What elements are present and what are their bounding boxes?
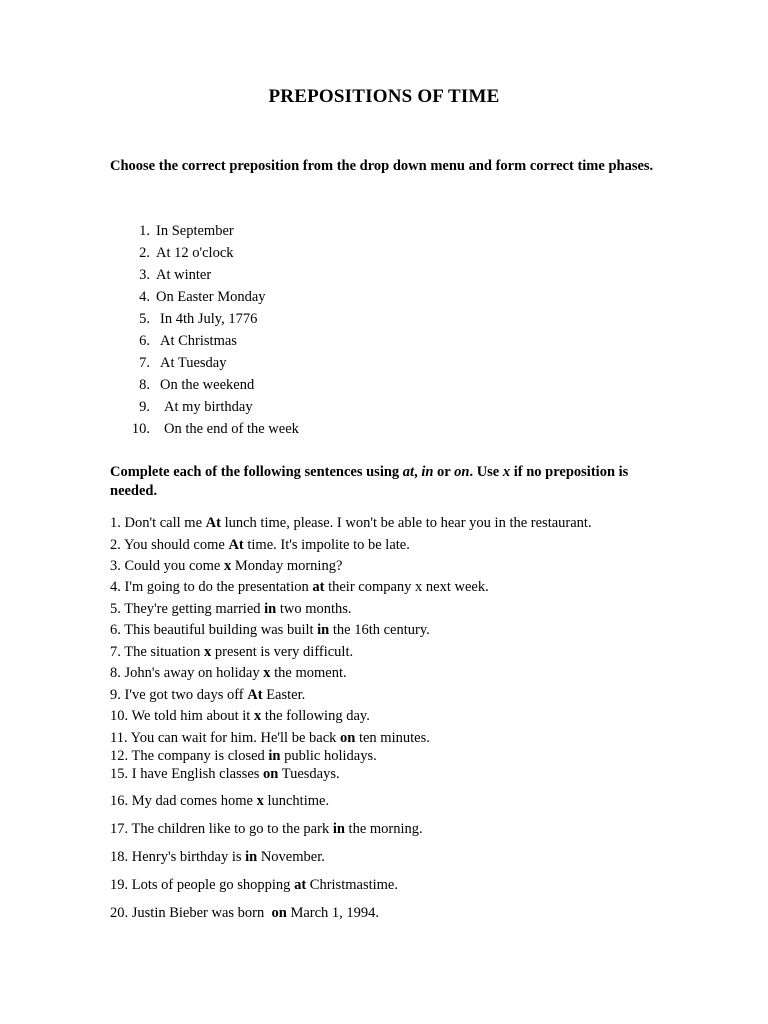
list-item xyxy=(110,286,266,308)
sentence-answer: in xyxy=(317,622,330,638)
page-title: PREPOSITIONS OF TIME xyxy=(268,86,500,107)
sentence xyxy=(110,685,305,705)
sentence-before: 2. You should come xyxy=(110,537,229,553)
list-item-text: At Christmas xyxy=(160,333,237,349)
list-item-text: On Easter Monday xyxy=(156,289,266,305)
sentence-after: ten minutes. xyxy=(355,730,430,746)
sentence-after: lunch time, please. I won't be able to hear you in the restaurant. xyxy=(220,515,592,531)
sentence xyxy=(110,577,489,597)
sentence xyxy=(110,620,430,640)
sentence-after: public holidays. xyxy=(280,748,377,764)
sentence xyxy=(110,706,370,726)
sentence xyxy=(110,764,340,784)
list-item-text: At my birthday xyxy=(164,399,253,415)
list-item xyxy=(110,374,254,396)
list-item-number: 7. xyxy=(139,355,150,371)
sentence-answer: x xyxy=(263,665,271,681)
sentence xyxy=(110,819,423,839)
list-item-text: In September xyxy=(156,223,234,239)
sentence xyxy=(110,847,325,867)
list-item-text: On the weekend xyxy=(160,377,255,393)
sentence xyxy=(110,791,329,811)
list-item-text: On the end of the week xyxy=(164,421,299,437)
sentence xyxy=(110,599,352,619)
list-item-number: 3. xyxy=(139,267,150,283)
list-item-number: 6. xyxy=(139,333,150,349)
sentence-after: the moment. xyxy=(270,665,347,681)
list-item xyxy=(110,396,253,418)
sentence-answer: x xyxy=(253,708,262,724)
instruction-text: if no preposition is needed. xyxy=(110,464,629,499)
sentence xyxy=(110,535,410,555)
sentence-before: 6. This beautiful building was built xyxy=(110,622,318,638)
instruction-term-in: in xyxy=(421,464,434,480)
sentence-before: 12. The company is closed xyxy=(110,748,269,764)
list-item-number: 4. xyxy=(139,289,150,305)
list-item xyxy=(110,264,211,286)
list-item-number: 9. xyxy=(139,399,150,415)
sentence xyxy=(110,875,398,895)
sentence-after: Easter. xyxy=(262,687,306,703)
sentence-answer: in xyxy=(332,821,345,837)
sentence-answer: x xyxy=(223,558,232,574)
sentence-answer: on xyxy=(263,766,279,782)
instruction-term-on: on xyxy=(454,464,470,480)
sentence xyxy=(110,556,342,576)
list-item-number: 8. xyxy=(139,377,150,393)
sentence-after: the morning. xyxy=(344,821,423,837)
list-item xyxy=(110,242,234,264)
sentence-answer: At xyxy=(247,687,263,703)
sentence xyxy=(110,663,347,683)
list-item xyxy=(110,352,226,374)
section2-instruction xyxy=(110,463,670,501)
sentence-answer: in xyxy=(245,849,258,865)
sentence-before: 4. I'm going to do the presentation xyxy=(110,579,313,595)
sentence-before: 7. The situation xyxy=(110,644,204,660)
section1-instruction: Choose the correct preposition from the drop down menu and form correct time phases. xyxy=(110,158,654,174)
sentence xyxy=(110,903,379,923)
sentence-before: 9. I've got two days off xyxy=(110,687,248,703)
sentence-after: Tuesdays. xyxy=(278,766,340,782)
list-item xyxy=(110,308,257,330)
sentence-after: lunchtime. xyxy=(263,793,330,809)
list-item-text: At 12 o'clock xyxy=(156,245,234,261)
instruction-term-x: x xyxy=(502,464,511,480)
sentence-before: 5. They're getting married xyxy=(110,601,265,617)
sentence-after: the 16th century. xyxy=(329,622,430,638)
instruction-text: . Use xyxy=(469,464,503,480)
sentence-after: March 1, 1994. xyxy=(286,905,380,921)
list-item xyxy=(110,220,234,242)
sentence xyxy=(110,746,377,766)
sentence-answer: At xyxy=(205,515,221,531)
sentence-before: 11. You can wait for him. He'll be back xyxy=(110,730,341,746)
sentence-answer: in xyxy=(268,748,281,764)
list-item xyxy=(110,330,237,352)
sentence-before: 3. Could you come xyxy=(110,558,224,574)
list-item-number: 1. xyxy=(139,223,150,239)
sentence-before: 15. I have English classes xyxy=(110,766,264,782)
sentence-after: the following day. xyxy=(261,708,370,724)
sentence-answer: At xyxy=(228,537,244,553)
list-item-text: At Tuesday xyxy=(160,355,227,371)
sentence-answer: at xyxy=(312,579,325,595)
sentence-before: 10. We told him about it xyxy=(110,708,254,724)
sentence-answer: at xyxy=(294,877,307,893)
sentence-answer: x xyxy=(203,644,212,660)
sentence-before: 17. The children like to go to the park xyxy=(110,821,333,837)
instruction-text: or xyxy=(433,464,455,480)
sentence-before: 1. Don't call me xyxy=(110,515,206,531)
instruction-term-at: at xyxy=(402,464,415,480)
instruction-text: Complete each of the following sentences using xyxy=(110,464,403,480)
instruction-text: , xyxy=(414,464,422,480)
sentence-answer: on xyxy=(271,905,287,921)
sentence-after: Christmastime. xyxy=(306,877,398,893)
sentence-after: Monday morning? xyxy=(231,558,343,574)
sentence xyxy=(110,642,353,662)
sentence xyxy=(110,513,592,533)
sentence-answer: in xyxy=(264,601,277,617)
sentence-after: November. xyxy=(257,849,325,865)
list-item-text: In 4th July, 1776 xyxy=(160,311,258,327)
sentence-before: 16. My dad comes home xyxy=(110,793,257,809)
list-item xyxy=(110,418,299,440)
sentence-after: present is very difficult. xyxy=(211,644,354,660)
sentence-after: time. It's impolite to be late. xyxy=(243,537,410,553)
sentence-before: 18. Henry's birthday is xyxy=(110,849,246,865)
list-item-number: 5. xyxy=(139,311,150,327)
list-item-number: 10. xyxy=(131,421,150,437)
sentence-answer: on xyxy=(340,730,356,746)
sentence xyxy=(110,728,430,748)
sentence-after: two months. xyxy=(276,601,352,617)
sentence-after: their company x next week. xyxy=(324,579,489,595)
list-item-text: At winter xyxy=(156,267,212,283)
sentence-before: 20. Justin Bieber was born xyxy=(110,905,272,921)
list-item-number: 2. xyxy=(139,245,150,261)
sentence-answer: x xyxy=(256,793,264,809)
sentence-before: 8. John's away on holiday xyxy=(110,665,264,681)
sentence-before: 19. Lots of people go shopping xyxy=(110,877,295,893)
